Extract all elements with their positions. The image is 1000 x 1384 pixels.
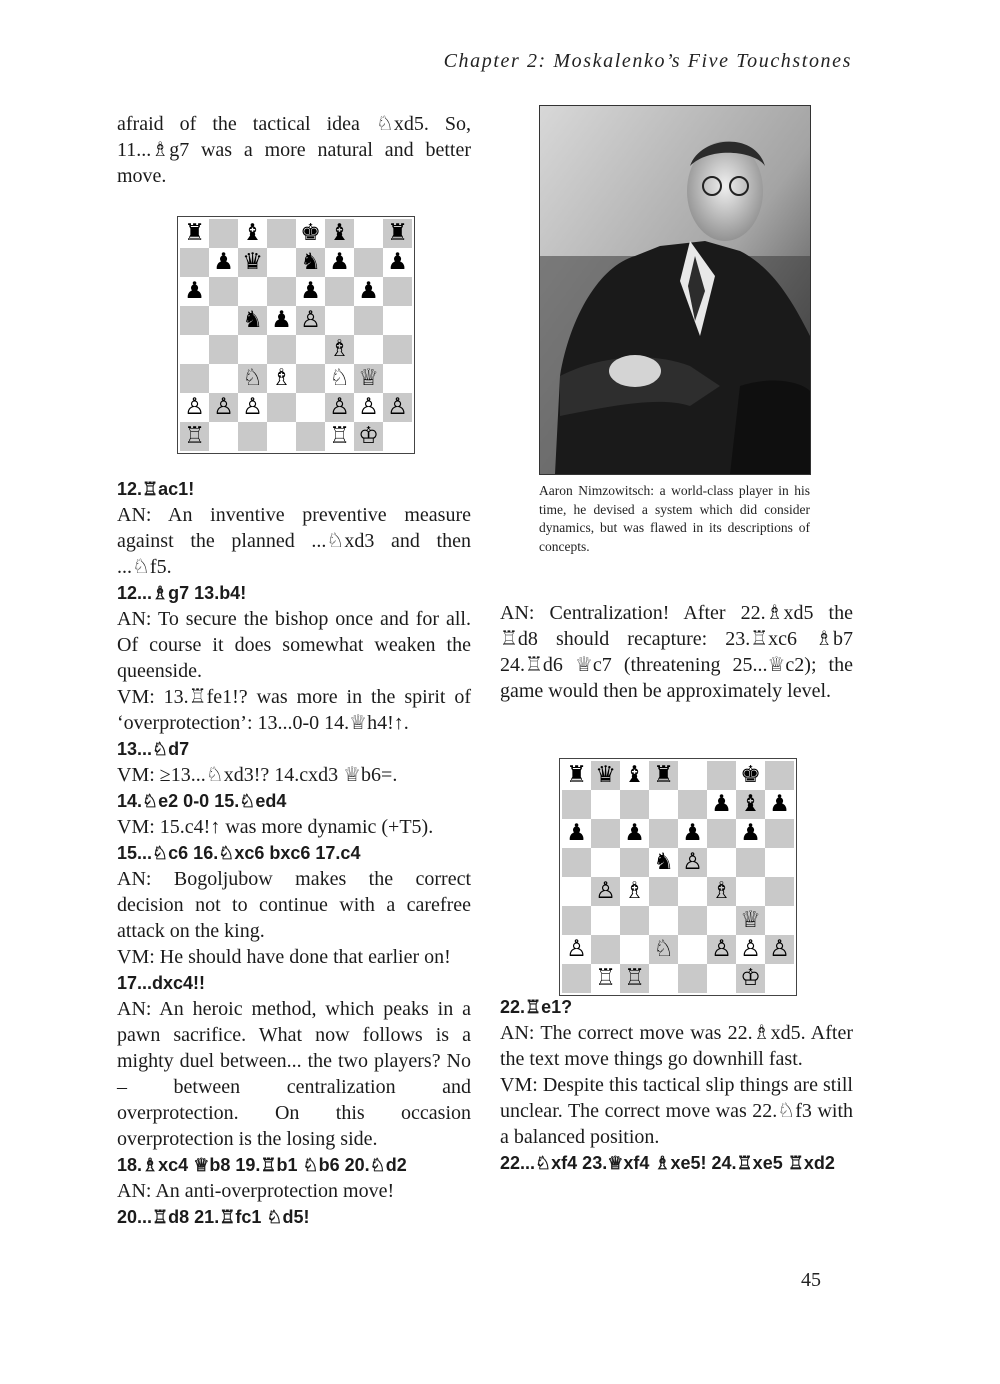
- black-pawn-icon: ♟: [354, 277, 383, 306]
- black-pawn-icon: ♟: [325, 248, 354, 277]
- black-king-icon: ♚: [736, 761, 765, 790]
- game-moves: 12...♗g7 13.b4!: [117, 583, 247, 603]
- white-knight-icon: ♘: [649, 935, 678, 964]
- board-square: [354, 306, 383, 335]
- annotation-paragraph: AN: To secure the bishop once and for all. Of course it does somewhat weaken the queenside.: [117, 608, 471, 682]
- white-knight-icon: ♘: [325, 364, 354, 393]
- white-pawn-icon: ♙: [707, 935, 736, 964]
- black-pawn-icon: ♟: [678, 819, 707, 848]
- white-queen-icon: ♕: [354, 364, 383, 393]
- game-moves: 14.♘e2 0-0 15.♘ed4: [117, 791, 287, 811]
- board-square: [267, 422, 296, 451]
- white-pawn-icon: ♙: [180, 393, 209, 422]
- black-knight-icon: ♞: [238, 306, 267, 335]
- board-square: [383, 306, 412, 335]
- black-pawn-icon: ♟: [562, 819, 591, 848]
- board-square: [296, 393, 325, 422]
- black-pawn-icon: ♟: [296, 277, 325, 306]
- game-moves: 18.♗xc4 ♕b8 19.♖b1 ♘b6 20.♘d2: [117, 1155, 407, 1175]
- annotation-paragraph: afraid of the tactical idea ♘xd5. So, 11...♗g7 was a more natural and better move.: [117, 113, 471, 187]
- board-square: [296, 364, 325, 393]
- black-pawn-icon: ♟: [209, 248, 238, 277]
- white-bishop-icon: ♗: [707, 877, 736, 906]
- black-pawn-icon: ♟: [267, 306, 296, 335]
- annotation-paragraph: AN: An inventive preventive measure against the planned ...♘xd3 and then ...♘f5.: [117, 504, 471, 578]
- board-square: [238, 335, 267, 364]
- white-king-icon: ♔: [354, 422, 383, 451]
- black-bishop-icon: ♝: [620, 761, 649, 790]
- board-square: [383, 422, 412, 451]
- board-square: [238, 422, 267, 451]
- black-knight-icon: ♞: [296, 248, 325, 277]
- white-bishop-icon: ♗: [325, 335, 354, 364]
- running-header: Chapter 2: Moskalenko’s Five Touchstones: [443, 50, 852, 72]
- white-bishop-icon: ♗: [620, 877, 649, 906]
- white-pawn-icon: ♙: [678, 848, 707, 877]
- board-square: [180, 364, 209, 393]
- board-square: [180, 335, 209, 364]
- board-square: [296, 422, 325, 451]
- black-pawn-icon: ♟: [707, 790, 736, 819]
- white-pawn-icon: ♙: [296, 306, 325, 335]
- white-pawn-icon: ♙: [562, 935, 591, 964]
- black-pawn-icon: ♟: [736, 819, 765, 848]
- black-pawn-icon: ♟: [765, 790, 794, 819]
- annotation-paragraph: AN: Bogoljubow makes the correct decision not to continue with a carefree attack on the king.: [117, 868, 471, 942]
- chess-diagram-1: [177, 216, 415, 454]
- black-pawn-icon: ♟: [180, 277, 209, 306]
- annotation-paragraph: AN: The correct move was 22.♗xd5. After the text move things go downhill fast.: [500, 1022, 853, 1070]
- annotation-paragraph: VM: 15.c4!↑ was more dynamic (+T5).: [117, 816, 434, 838]
- black-pawn-icon: ♟: [620, 819, 649, 848]
- game-moves: 13...♘d7: [117, 739, 190, 759]
- page-number: 45: [801, 1269, 821, 1291]
- game-moves: 20...♖d8 21.♖fc1 ♘d5!: [117, 1207, 310, 1227]
- white-pawn-icon: ♙: [736, 935, 765, 964]
- annotation-paragraph: VM: Despite this tactical slip things are still unclear. The correct move was 22.♘f3 with a balanced position.: [500, 1074, 853, 1148]
- white-rook-icon: ♖: [620, 964, 649, 993]
- board-square: [267, 219, 296, 248]
- black-queen-icon: ♛: [238, 248, 267, 277]
- white-pawn-icon: ♙: [591, 877, 620, 906]
- board-square: [267, 248, 296, 277]
- white-pawn-icon: ♙: [354, 393, 383, 422]
- board-square: [209, 335, 238, 364]
- game-moves: 17...dxc4!!: [117, 973, 206, 993]
- white-pawn-icon: ♙: [383, 393, 412, 422]
- white-queen-icon: ♕: [736, 906, 765, 935]
- white-pawn-icon: ♙: [765, 935, 794, 964]
- board-square: [267, 393, 296, 422]
- black-rook-icon: ♜: [180, 219, 209, 248]
- photo-caption: Aaron Nimzowitsch: a world-class player in his time, he devised a system which did consider dynamics, but was flawed in its descriptions of concepts.: [539, 483, 810, 554]
- white-rook-icon: ♖: [591, 964, 620, 993]
- board-square: [180, 306, 209, 335]
- black-pawn-icon: ♟: [383, 248, 412, 277]
- white-rook-icon: ♖: [325, 422, 354, 451]
- black-rook-icon: ♜: [383, 219, 412, 248]
- board-square: [180, 248, 209, 277]
- black-knight-icon: ♞: [649, 848, 678, 877]
- black-bishop-icon: ♝: [736, 790, 765, 819]
- board-square: [383, 335, 412, 364]
- annotation-paragraph: VM: ≥13...♘xd3!? 14.cxd3 ♕b6=.: [117, 764, 398, 786]
- board-square: [267, 277, 296, 306]
- board-square: [209, 277, 238, 306]
- game-moves: 12.♖ac1!: [117, 479, 195, 499]
- game-moves: 22...♘xf4 23.♕xf4 ♗xe5! 24.♖xe5 ♖xd2: [500, 1153, 835, 1173]
- board-square: [209, 306, 238, 335]
- annotation-paragraph: AN: An anti-overprotection move!: [117, 1180, 395, 1202]
- board-square: [325, 306, 354, 335]
- column-spacer: [500, 704, 853, 994]
- annotation-paragraph: AN: An heroic method, which peaks in a pawn sacrifice. What now follows is a mighty duel between... the two players? No – between centralization and overprotection. On this occasion overprotection is the losing side.: [117, 998, 471, 1150]
- annotation-paragraph: AN: Centralization! After 22.♗xd5 the ♖d8 should recapture: 23.♖xc6 ♗b7 24.♖d6 ♕c7 (threatening 25...♕c2); the game would then be approximately level.: [500, 602, 853, 702]
- board-square: [354, 335, 383, 364]
- right-column: [500, 600, 853, 1176]
- board-grid: [180, 219, 412, 451]
- board-square: [209, 219, 238, 248]
- white-knight-icon: ♘: [238, 364, 267, 393]
- white-king-icon: ♔: [736, 964, 765, 993]
- board-square: [383, 277, 412, 306]
- board-square: [325, 277, 354, 306]
- white-pawn-icon: ♙: [209, 393, 238, 422]
- black-bishop-icon: ♝: [238, 219, 267, 248]
- white-pawn-icon: ♙: [238, 393, 267, 422]
- game-moves: 15...♘c6 16.♘xc6 bxc6 17.c4: [117, 843, 361, 863]
- board-square: [354, 219, 383, 248]
- board-square: [296, 335, 325, 364]
- white-bishop-icon: ♗: [267, 364, 296, 393]
- black-rook-icon: ♜: [649, 761, 678, 790]
- black-rook-icon: ♜: [562, 761, 591, 790]
- portrait-photo: [539, 105, 811, 475]
- game-moves: 22.♖e1?: [500, 997, 573, 1017]
- black-king-icon: ♚: [296, 219, 325, 248]
- board-square: [383, 364, 412, 393]
- board-square: [209, 364, 238, 393]
- board-square: [238, 277, 267, 306]
- board-square: [209, 422, 238, 451]
- board-square: [354, 248, 383, 277]
- white-pawn-icon: ♙: [325, 393, 354, 422]
- black-bishop-icon: ♝: [325, 219, 354, 248]
- white-rook-icon: ♖: [180, 422, 209, 451]
- annotation-paragraph: VM: 13.♖fe1!? was more in the spirit of ‘overprotection’: 13...0-0 14.♕h4!↑.: [117, 686, 471, 734]
- annotation-paragraph: VM: He should have done that earlier on!: [117, 946, 451, 968]
- black-queen-icon: ♛: [591, 761, 620, 790]
- board-square: [267, 335, 296, 364]
